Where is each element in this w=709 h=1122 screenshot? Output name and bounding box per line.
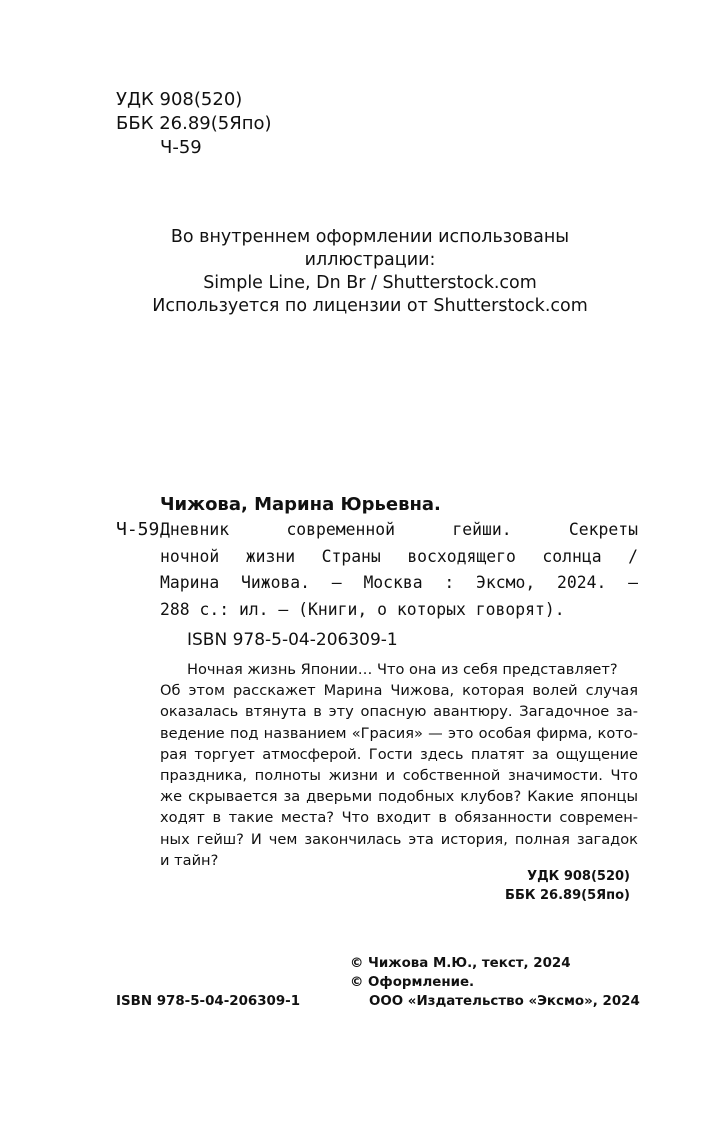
udk-code-small: УДК 908(520) [527,869,630,884]
credits-line: Во внутреннем оформлении использованы [170,227,570,247]
udk-code: УДК 908(520) [116,89,243,110]
author-mark: Ч-59 [160,137,202,158]
annotation-line: рая торгует атмосферой. Гости здесь платят за ощущение [160,745,638,763]
record-line: ночной жизни Страны восходящего солнца / [160,546,638,566]
credits-line: Используется по лицензии от Shutterstock.com [152,296,588,316]
annotation-line: ведение под названием «Грасия» — это особая фирма, кото- [160,724,638,742]
record-line: Марина Чижова. — Москва : Эксмо, 2024. — [160,573,638,592]
record-description [160,517,638,623]
record-line: 288 с.: ил. — (Книги, о которых говорят). [160,599,565,619]
annotation-line: Об этом расскажет Марина Чижова, которая волей случая [160,682,638,700]
bbk-code-small: ББК 26.89(5Япо) [505,888,630,903]
annotation-line: праздника, полноты жизни и собственной значимости. Что [160,767,638,785]
annotation-line: оказалась втянута в эту опасную авантюру. Загадочное за- [160,703,638,721]
annotation-line: и тайн? [160,851,219,869]
annotation-line: же скрывается за дверьми подобных клубов? Какие японцы [160,788,638,806]
credits-line: иллюстрации: [304,250,436,270]
copyright-design: © Оформление. [350,975,475,990]
credits-line: Simple Line, Dn Br / Shutterstock.com [203,273,537,293]
record-line: Дневник современной гейши. Секреты [160,520,638,539]
illustration-credits [110,226,630,318]
annotation-line: Ночная жизнь Японии… Что она из себя представляет? [187,661,618,678]
record-call-number: Ч-59 [116,519,160,540]
copyright-text: © Чижова М.Ю., текст, 2024 [350,956,571,971]
record-isbn: ISBN 978-5-04-206309-1 [187,630,398,650]
isbn-small: ISBN 978-5-04-206309-1 [116,994,301,1009]
annotation [160,659,638,871]
annotation-line: ных гейш? И чем закончилась эта история, полная загадок [160,830,638,848]
annotation-line: ходят в такие места? Что входит в обязанности современ- [160,809,638,827]
record-author: Чижова, Марина Юрьевна. [160,494,441,515]
bbk-code: ББК 26.89(5Япо) [116,113,272,134]
copyright-publisher: ООО «Издательство «Эксмо», 2024 [369,994,640,1009]
